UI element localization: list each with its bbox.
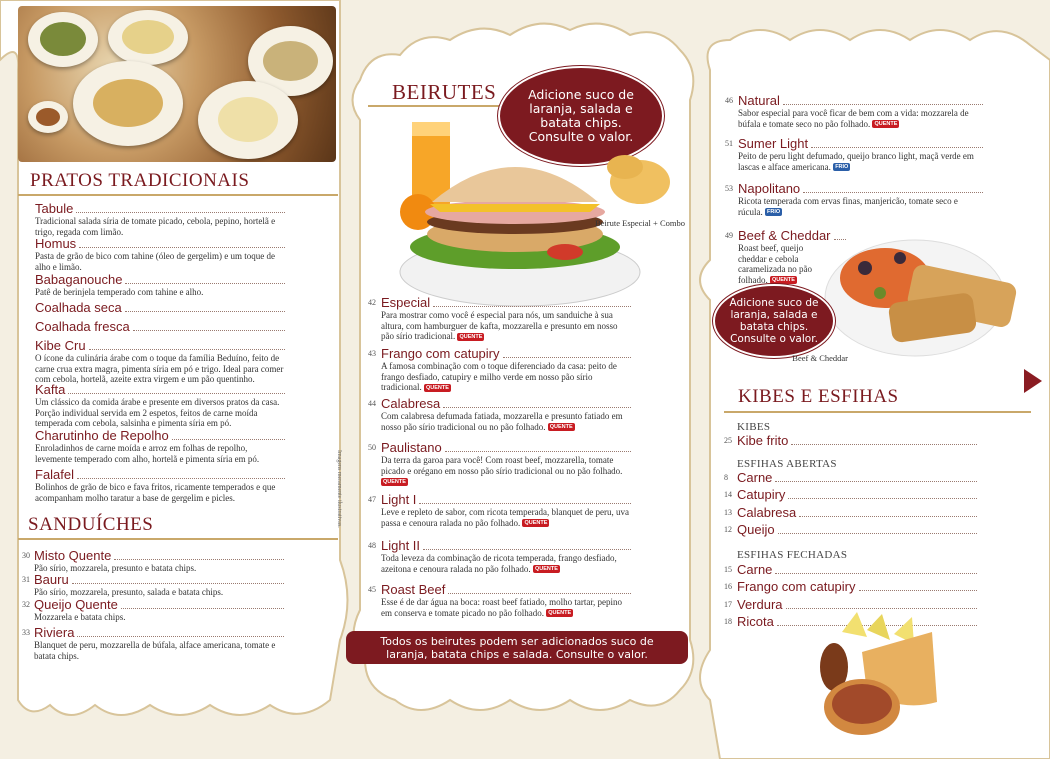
esfiha-fechada-item: [724, 597, 977, 612]
item-label: Falafel: [35, 467, 75, 482]
item-number: 33: [22, 628, 30, 637]
item-number: 51: [725, 139, 733, 148]
item-number: 16: [724, 582, 732, 591]
prato-item: [35, 236, 285, 272]
item-description-text: O ícone da culinária árabe com o toque da família Beduíno, feito de carne crua extra magra, pimenta síria em pó e trigo. Ideal para comer com cebola, hortelã, azeite extra virgem e um pão quentinho.: [35, 353, 284, 384]
beef-cheddar-photo: [820, 228, 1025, 358]
item-description: [35, 353, 285, 385]
item-label: Kibe Cru: [35, 338, 86, 353]
item-name: [737, 579, 977, 594]
item-description: [381, 455, 631, 487]
dot-leader: [775, 572, 977, 574]
item-description: [381, 597, 631, 618]
kibe-item: [724, 433, 977, 448]
item-label: Calabresa: [737, 505, 797, 520]
item-description-text: Para mostrar como você é especial para nós, um sanduiche à sua altura, com hamburguer de kafta, mozzarella e presunto em nosso pão sírio tradicional.: [381, 310, 618, 341]
item-label: Kibe frito: [737, 433, 789, 448]
item-label: Coalhada fresca: [35, 319, 130, 334]
item-description-text: Mozzarela e batata chips.: [34, 612, 126, 622]
item-description: [738, 108, 983, 129]
item-name: [35, 382, 285, 397]
item-label: Queijo Quente: [34, 597, 118, 612]
cold-badge: FRIO: [767, 209, 781, 216]
item-description-text: Bolinhos de grão de bico e fava fritos, ricamente temperados e que acompanham molho taratur a base de gergelim e picles.: [35, 482, 276, 503]
item-description-text: Enroladinhos de carne moída e arroz em folhas de repolho, levemente temperado com alho, hortelã e pimenta síria em pó.: [35, 443, 260, 464]
item-description-text: A famosa combinação com o toque diferenciado da casa: peito de frango desfiado, catupiry e milho verde em nosso pão sírio tradicional.: [381, 361, 617, 392]
dot-leader: [121, 607, 284, 609]
prato-item: [35, 272, 285, 298]
hot-badge: QUENTE: [425, 384, 449, 391]
beef-cheddar-caption: Beef & Cheddar: [792, 353, 848, 363]
dot-leader: [859, 589, 978, 591]
item-description-text: Roast beef, queijo cheddar e cebola caramelizada no pão folhado.: [738, 243, 812, 285]
hot-badge: QUENTE: [524, 520, 548, 527]
item-description-text: Pasta de grão de bico com tahine (óleo de gergelim) e um toque de alho e limão.: [35, 251, 276, 272]
item-description-text: Tradicional salada síria de tomate picado, cebola, pepino, hortelã e trigo, regada com limão.: [35, 216, 276, 237]
item-label: Riviera: [34, 625, 75, 640]
item-label: Babaganouche: [35, 272, 123, 287]
item-name: [35, 428, 285, 443]
prato-item: [35, 201, 285, 237]
dot-leader: [778, 532, 977, 534]
item-number: 32: [22, 600, 30, 609]
prato-item: [35, 319, 285, 334]
dot-leader: [803, 191, 983, 193]
item-label: Verdura: [737, 597, 783, 612]
esfiha-fechada-item: [724, 562, 977, 577]
arabic-dishes-photo: [18, 6, 336, 162]
dot-leader: [72, 582, 284, 584]
item-name: [381, 582, 631, 597]
item-number: 50: [368, 443, 376, 452]
item-number: 8: [724, 473, 728, 482]
hot-badge: QUENTE: [459, 333, 483, 340]
beirute-caption: Beirute Especial + Combo: [594, 218, 685, 228]
hot-badge: QUENTE: [534, 566, 558, 573]
item-label: Coalhada seca: [35, 300, 122, 315]
side-note: Imagens meramente ilustrativas.: [336, 450, 342, 528]
kibes-label: KIBES: [737, 421, 771, 433]
item-number: 25: [724, 436, 732, 445]
item-name: [381, 538, 631, 553]
prato-item: [35, 467, 285, 503]
sanduiche-item: [22, 572, 284, 598]
hot-badge: QUENTE: [772, 277, 795, 284]
item-name: [35, 300, 285, 315]
dot-leader: [172, 438, 285, 440]
item-description: [35, 216, 285, 237]
dot-leader: [775, 480, 977, 482]
item-label: Kafta: [35, 382, 66, 397]
beirute-item: [368, 295, 631, 342]
item-label: Frango com catupiry: [381, 346, 500, 361]
item-label: Especial: [381, 295, 431, 310]
item-description-text: Blanquet de peru, mozzarella de búfala, alface americana, tomate e batata chips.: [34, 640, 276, 661]
item-name: [35, 319, 285, 334]
item-name: [381, 440, 631, 455]
dot-leader: [133, 329, 285, 331]
item-name: [381, 295, 631, 310]
dot-leader: [76, 211, 285, 213]
item-name: [381, 346, 631, 361]
item-label: Roast Beef: [381, 582, 446, 597]
item-name: [34, 597, 284, 612]
dot-leader: [503, 356, 632, 358]
item-label: Sumer Light: [738, 136, 809, 151]
item-label: Beef & Cheddar: [738, 228, 831, 243]
item-name: [35, 272, 285, 287]
divider: [368, 105, 503, 107]
item-label: Queijo: [737, 522, 775, 537]
item-description-text: Pão sírio, mozzarela, presunto, salada e batata chips.: [34, 587, 224, 597]
esfihas-photo: [812, 612, 942, 742]
item-description: [738, 196, 983, 217]
item-label: Calabresa: [381, 396, 441, 411]
sanduiche-item: [22, 597, 284, 623]
beirute-item-right: [725, 136, 983, 172]
esfiha-aberta-item: [724, 470, 977, 485]
next-page-arrow-icon[interactable]: [1024, 369, 1042, 393]
item-name: [34, 625, 284, 640]
beirute-item-right: [725, 93, 983, 129]
item-name: [737, 470, 977, 485]
item-number: 42: [368, 298, 376, 307]
dot-leader: [445, 450, 631, 452]
item-description: [35, 251, 285, 272]
prato-item: [35, 300, 285, 315]
item-label: Catupiry: [737, 487, 786, 502]
item-label: Bauru: [34, 572, 69, 587]
item-number: 14: [724, 490, 732, 499]
dot-leader: [448, 592, 631, 594]
beirutes-banner: Todos os beirutes podem ser adicionados suco de laranja, batata chips e salada. Consulte o valor.: [346, 631, 688, 664]
item-label: Light II: [381, 538, 421, 553]
item-name: [34, 548, 284, 563]
item-number: 49: [725, 231, 733, 240]
dot-leader: [443, 406, 631, 408]
dot-leader: [125, 310, 285, 312]
esfiha-aberta-item: [724, 487, 977, 502]
item-number: 44: [368, 399, 376, 408]
item-description: [381, 411, 631, 432]
item-name: [737, 505, 977, 520]
esfihas-abertas-label: ESFIHAS ABERTAS: [737, 458, 837, 470]
item-description-text: Pão sírio, mozzarela, presunto e batata chips.: [34, 563, 197, 573]
item-name: [34, 572, 284, 587]
item-label: Ricota: [737, 614, 774, 629]
hot-badge: QUENTE: [548, 610, 572, 617]
item-name: [737, 522, 977, 537]
item-name: [381, 396, 631, 411]
beirute-item: [368, 396, 631, 432]
dot-leader: [125, 282, 285, 284]
hot-badge: QUENTE: [874, 121, 898, 128]
item-description: [34, 587, 284, 598]
item-label: Misto Quente: [34, 548, 112, 563]
beirute-item: [368, 346, 631, 393]
beirute-photo: [390, 112, 680, 317]
item-description-text: Um clássico da comida árabe e presente em diversos pratos da casa. Porção individual servida em 2 espetos, feitos de carne moída temperada com cebola, salsinha e pimenta síria em pó.: [35, 397, 280, 428]
item-name: [737, 433, 977, 448]
dot-leader: [786, 607, 977, 609]
divider: [18, 538, 338, 540]
pratos-title: PRATOS TRADICIONAIS: [30, 170, 250, 191]
item-number: 31: [22, 575, 30, 584]
item-label: Tabule: [35, 201, 74, 216]
prato-item: [35, 428, 285, 464]
item-name: [737, 487, 977, 502]
dot-leader: [791, 443, 977, 445]
item-description: [381, 553, 631, 574]
item-number: 13: [724, 508, 732, 517]
beirute-item: [368, 492, 631, 528]
dot-leader: [799, 515, 977, 517]
item-label: Homus: [35, 236, 77, 251]
item-label: Natural: [738, 93, 780, 108]
dot-leader: [77, 635, 284, 637]
item-description-text: Da terra da garoa para você! Com roast beef, mozzarella, tomate picado e orégano em nosso pão sírio tradicional ou no pão folhado.: [381, 455, 623, 476]
item-description: [35, 482, 285, 503]
item-description-text: Com calabresa defumada fatiada, mozzarella e presunto fatiado em nosso pão sírio tradicional ou no pão folhado.: [381, 411, 623, 432]
item-description: [34, 612, 284, 623]
item-description-text: Esse é de dar água na boca: roast beef fatiado, molho tartar, pepino em conserva e tomate picado no pão folhado.: [381, 597, 623, 618]
item-name: [381, 492, 631, 507]
dot-leader: [433, 305, 631, 307]
beirute-item-right: [725, 181, 983, 217]
prato-item: [35, 382, 285, 429]
kibes-title: KIBES E ESFIHAS: [738, 386, 899, 407]
beirutes-title: BEIRUTES: [392, 80, 497, 104]
sanduiche-item: [22, 548, 284, 574]
item-label: Paulistano: [381, 440, 442, 455]
item-name: [738, 136, 983, 151]
dot-leader: [423, 548, 631, 550]
item-name: [737, 562, 977, 577]
combo-oval: Adicione suco de laranja, salada e batata chips. Consulte o valor.: [498, 66, 664, 166]
esfihas-fechadas-label: ESFIHAS FECHADAS: [737, 549, 848, 561]
item-number: 46: [725, 96, 733, 105]
item-description: [381, 310, 631, 342]
item-description: [35, 443, 285, 464]
item-description: [35, 287, 285, 298]
item-name: [35, 236, 285, 251]
divider: [724, 411, 1031, 413]
item-number: 15: [724, 565, 732, 574]
beirute-item: [368, 582, 631, 618]
beirute-item: [368, 538, 631, 574]
item-description-text: Patê de berinjela temperado com tahine e alho.: [35, 287, 204, 297]
item-name: [35, 467, 285, 482]
item-description-text: Peito de peru light defumado, queijo branco light, maçã verde em lascas e alface americana.: [738, 151, 974, 172]
dot-leader: [788, 497, 977, 499]
item-number: 12: [724, 525, 732, 534]
divider: [18, 194, 338, 196]
item-description: [34, 640, 284, 661]
sanduiche-item: [22, 625, 284, 661]
item-description: [738, 243, 833, 285]
esfiha-aberta-item: [724, 505, 977, 520]
sanduiches-title: SANDUÍCHES: [28, 514, 154, 535]
esfiha-fechada-item: [724, 579, 977, 594]
item-description: [381, 507, 631, 528]
dot-leader: [811, 146, 983, 148]
item-number: 47: [368, 495, 376, 504]
dot-leader: [68, 392, 285, 394]
item-description: [35, 397, 285, 429]
dot-leader: [89, 348, 285, 350]
dot-leader: [114, 558, 284, 560]
item-description-text: Sabor especial para você ficar de bem com a vida: mozzarela de búfala e tomate seco no pão folhado.: [738, 108, 969, 129]
item-label: Light I: [381, 492, 417, 507]
item-number: 17: [724, 600, 732, 609]
item-description-text: Leve e repleto de sabor, com ricota temperada, blanquet de peru, uva passa e cenoura ralada no pão folhado.: [381, 507, 630, 528]
item-description-text: Toda leveza da combinação de ricota temperada, frango desfiado, azeitona e cenoura ralada no pão folhado.: [381, 553, 617, 574]
esfiha-aberta-item: [724, 522, 977, 537]
item-name: [35, 201, 285, 216]
item-number: 30: [22, 551, 30, 560]
item-name: [738, 181, 983, 196]
item-label: Carne: [737, 470, 773, 485]
hot-badge: QUENTE: [549, 424, 573, 431]
item-number: 18: [724, 617, 732, 626]
item-description: [381, 361, 631, 393]
item-name: [738, 93, 983, 108]
item-name: [737, 597, 977, 612]
item-number: 53: [725, 184, 733, 193]
dot-leader: [79, 246, 285, 248]
item-label: Charutinho de Repolho: [35, 428, 169, 443]
item-label: Napolitano: [738, 181, 801, 196]
dot-leader: [77, 477, 285, 479]
hot-badge: QUENTE: [383, 478, 406, 485]
item-description-text: Ricota temperada com ervas finas, manjericão, tomate seco e rúcula.: [738, 196, 958, 217]
dot-leader: [783, 103, 983, 105]
prato-item: [35, 338, 285, 385]
item-name: [35, 338, 285, 353]
item-number: 45: [368, 585, 376, 594]
item-description: [738, 151, 983, 172]
item-label: Carne: [737, 562, 773, 577]
cold-badge: FRIO: [835, 164, 849, 171]
item-number: 48: [368, 541, 376, 550]
dot-leader: [419, 502, 631, 504]
item-number: 43: [368, 349, 376, 358]
combo-oval-right: Adicione suco de laranja, salada e batata chips. Consulte o valor.: [713, 284, 835, 358]
beirute-item: [368, 440, 631, 487]
item-label: Frango com catupiry: [737, 579, 856, 594]
